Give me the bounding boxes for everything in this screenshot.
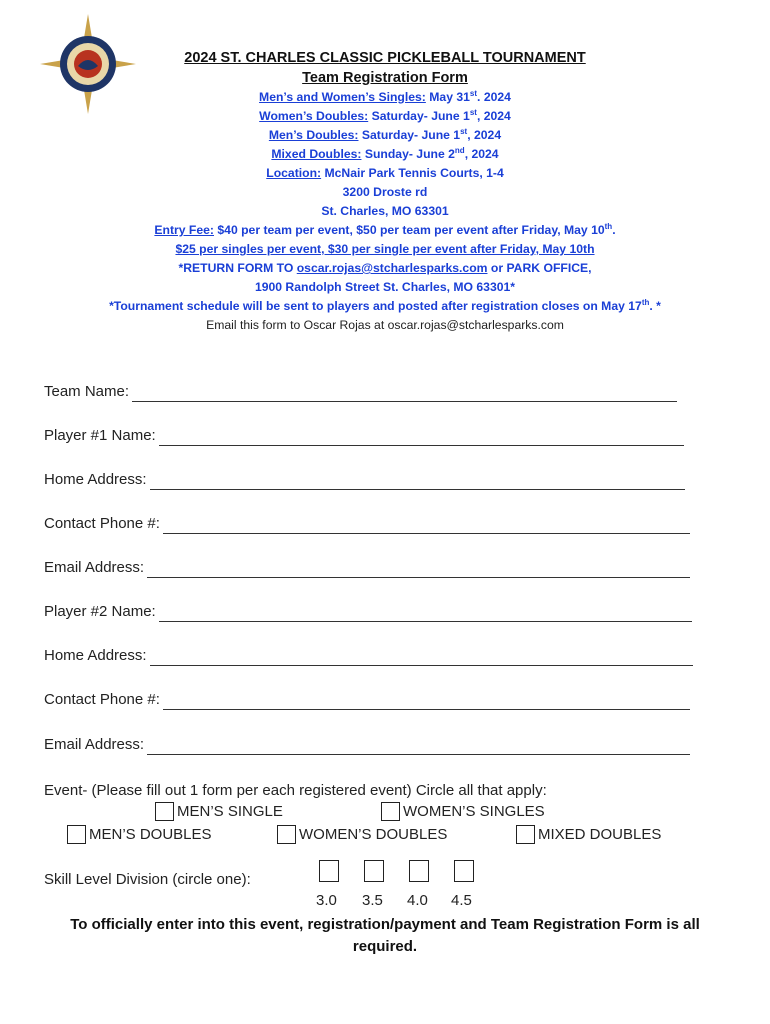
form-subtitle: Team Registration Form [302,70,468,86]
fill-line[interactable] [163,518,690,534]
address-line: 3200 Droste rd [342,185,428,199]
option-label: MEN’S DOUBLES [89,826,212,843]
option-label: WOMEN’S SINGLES [403,803,545,820]
event-option-mens-single[interactable] [155,802,283,821]
event-heading: Event- (Please fill out 1 form per each registered event) Circle all that apply: [44,782,547,799]
field-label: Home Address: [44,471,147,488]
event-option-womens-singles[interactable] [381,802,545,821]
checkbox[interactable] [381,802,400,821]
player1-name-field[interactable] [44,426,684,446]
email-note: Email this form to Oscar Rojas at oscar.rojas@stcharlesparks.com [206,318,564,332]
player2-address-field[interactable] [44,646,693,666]
player1-address-field[interactable] [44,470,685,490]
singles-fee-line: $25 per singles per event, $30 per single per event after Friday, May 10th [175,242,595,256]
return-form-line: *RETURN FORM TO oscar.rojas@stcharlesparks.com or PARK OFFICE, [178,261,592,275]
skill-level-label: Skill Level Division (circle one): [44,871,251,888]
player1-phone-field[interactable] [44,514,690,534]
skill-level-value: 4.5 [451,892,472,909]
skill-level-value: 3.5 [362,892,383,909]
skill-level-value: 4.0 [407,892,428,909]
player2-name-field[interactable] [44,602,692,622]
player1-email-field[interactable] [44,558,690,578]
schedule-line: Men’s Doubles: Saturday- June 1st, 2024 [268,126,502,142]
fill-line[interactable] [159,606,692,622]
checkbox[interactable] [277,825,296,844]
option-label: WOMEN’S DOUBLES [299,826,448,843]
schedule-line: Men’s and Women’s Singles: May 31st. 2024 [259,88,511,104]
field-label: Contact Phone #: [44,691,160,708]
skill-checkbox-4-5[interactable] [454,860,474,882]
schedule-line: Women’s Doubles: Saturday- June 1st, 2024 [259,107,511,123]
location-line: Location: McNair Park Tennis Courts, 1-4 [266,166,504,180]
skill-level-value: 3.0 [316,892,337,909]
event-option-womens-doubles[interactable] [277,825,447,844]
form-header [0,48,770,334]
page-title: 2024 ST. CHARLES CLASSIC PICKLEBALL TOURNAMENT [184,50,586,66]
return-email-link[interactable]: oscar.rojas@stcharlesparks.com [296,261,488,275]
entry-fee-line: Entry Fee: $40 per team per event, $50 per team per event after Friday, May 10th. [154,221,616,237]
park-office-address: 1900 Randolph Street St. Charles, MO 63301* [254,280,516,294]
field-label: Player #1 Name: [44,427,156,444]
schedule-line: Mixed Doubles: Sunday- June 2nd, 2024 [271,145,499,161]
field-label: Contact Phone #: [44,515,160,532]
checkbox[interactable] [155,802,174,821]
fill-line[interactable] [132,386,677,402]
fill-line[interactable] [147,562,690,578]
address-line: St. Charles, MO 63301 [321,204,449,218]
field-label: Email Address: [44,736,145,753]
event-option-mens-doubles[interactable] [67,825,212,844]
option-label: MIXED DOUBLES [538,826,662,843]
fill-line[interactable] [147,739,690,755]
schedule-note: *Tournament schedule will be sent to players and posted after registration closes on May 17th. * [109,297,661,313]
checkbox[interactable] [516,825,535,844]
fill-line[interactable] [159,430,684,446]
skill-checkbox-3-5[interactable] [364,860,384,882]
checkbox[interactable] [67,825,86,844]
field-label: Team Name: [44,383,130,400]
fill-line[interactable] [150,474,685,490]
field-label: Player #2 Name: [44,603,156,620]
skill-checkbox-3-0[interactable] [319,860,339,882]
team-name-field[interactable] [44,382,677,402]
requirements-note: To officially enter into this event, registration/payment and Team Registration Form is all required. [70,916,700,955]
skill-checkbox-4-0[interactable] [409,860,429,882]
player2-phone-field[interactable] [44,690,690,710]
fill-line[interactable] [150,650,693,666]
fill-line[interactable] [163,694,690,710]
field-label: Email Address: [44,559,145,576]
event-option-mixed-doubles[interactable] [516,825,661,844]
player2-email-field[interactable] [44,735,690,755]
option-label: MEN’S SINGLE [177,803,283,820]
field-label: Home Address: [44,647,147,664]
